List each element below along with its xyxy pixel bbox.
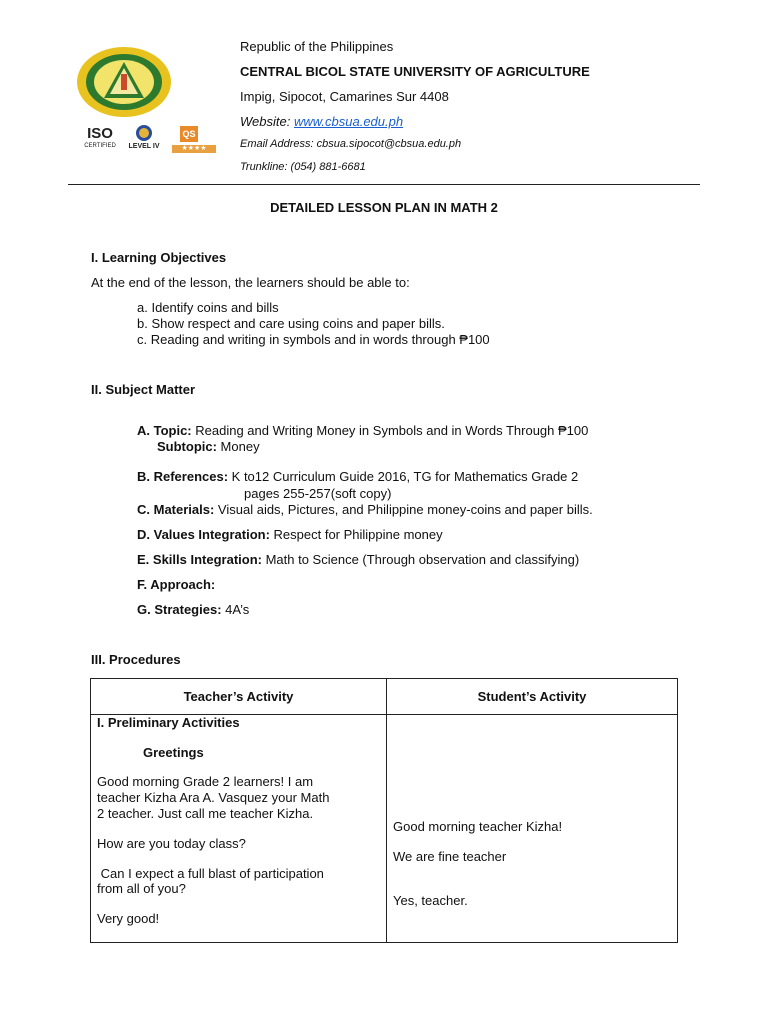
materials-label: C. Materials: [137, 502, 215, 517]
website-link[interactable]: www.cbsua.edu.ph [293, 114, 404, 129]
teacher-line-5: Can I expect a full blast of participation [97, 866, 324, 881]
teacher-line-4: How are you today class? [97, 836, 246, 851]
materials-value: Visual aids, Pictures, and Philippine money-coins and paper bills. [214, 502, 593, 517]
teacher-line-2: teacher Kizha Ara A. Vasquez your Math [97, 790, 330, 805]
teacher-column-header: Teacher’s Activity [91, 679, 387, 715]
objective-item-b: b. Show respect and care using coins and paper bills. [137, 316, 445, 331]
table-header-row [91, 679, 678, 715]
subtopic-line [157, 439, 260, 454]
subtopic-label: Subtopic: [157, 439, 217, 454]
procedures-heading: III. Procedures [91, 652, 181, 667]
website-line [240, 114, 403, 129]
teacher-activity-cell [91, 715, 387, 943]
procedures-table [90, 678, 678, 943]
objective-item-a: a. Identify coins and bills [137, 300, 279, 315]
topic-label: A. Topic: [137, 423, 192, 438]
student-activity-cell [387, 715, 678, 943]
student-column-header: Student’s Activity [387, 679, 678, 715]
objectives-heading: I. Learning Objectives [91, 250, 227, 265]
subject-heading: II. Subject Matter [91, 382, 196, 397]
student-line-1: Good morning teacher Kizha! [393, 819, 563, 834]
skills-value: Math to Science (Through observation and classifying) [261, 552, 580, 567]
skills-line [137, 552, 579, 567]
university-address: Impig, Sipocot, Camarines Sur 4408 [240, 89, 449, 104]
republic-line: Republic of the Philippines [240, 39, 394, 54]
iso-sub-label: CERTIFIED [84, 143, 116, 149]
objective-item-c: c. Reading and writing in symbols and in words through ₱100 [137, 332, 490, 347]
strategies-line [137, 602, 249, 617]
references-label: B. References: [137, 469, 229, 484]
topic-value: Reading and Writing Money in Symbols and in Words Through ₱100 [191, 423, 589, 438]
qs-label: QS [180, 126, 198, 142]
objectives-intro: At the end of the lesson, the learners should be able to: [91, 275, 410, 290]
references-line [137, 469, 578, 484]
university-seal [76, 46, 172, 118]
values-value: Respect for Philippine money [269, 527, 443, 542]
iso-label: ISO [87, 125, 113, 142]
preliminary-activities-heading: I. Preliminary Activities [97, 715, 240, 730]
materials-line [137, 502, 593, 517]
qs-stars-badge [172, 126, 216, 156]
topic-line [137, 423, 588, 438]
level-label: LEVEL IV [128, 143, 160, 150]
iso-certified-badge [82, 126, 118, 156]
student-line-2: We are fine teacher [393, 849, 507, 864]
university-name: CENTRAL BICOL STATE UNIVERSITY OF AGRICULTURE [240, 64, 590, 79]
teacher-line-7: Very good! [97, 911, 160, 926]
header-divider [68, 184, 700, 185]
references-value: K to12 Curriculum Guide 2016, TG for Mathematics Grade 2 [228, 469, 579, 484]
teacher-line-6: from all of you? [97, 881, 186, 896]
table-row [91, 715, 678, 943]
student-line-3: Yes, teacher. [393, 893, 468, 908]
values-line [137, 527, 443, 542]
references-pages: pages 255-257(soft copy) [244, 486, 392, 501]
strategies-label: G. Strategies: [137, 602, 222, 617]
subtopic-value: Money [216, 439, 260, 454]
skills-label: E. Skills Integration: [137, 552, 262, 567]
accreditation-seal-icon [133, 124, 155, 142]
stars-icon: ★★★★ [172, 145, 216, 153]
document-title: DETAILED LESSON PLAN IN MATH 2 [270, 200, 498, 215]
trunkline-line: Trunkline: (054) 881-6681 [240, 161, 366, 173]
greetings-heading: Greetings [143, 745, 204, 760]
teacher-line-1: Good morning Grade 2 learners! I am [97, 774, 314, 789]
accreditation-badge [124, 124, 164, 156]
approach-label: F. Approach: [137, 577, 216, 592]
email-line: Email Address: cbsua.sipocot@cbsua.edu.ph [240, 138, 462, 150]
website-label: Website: [240, 114, 294, 129]
teacher-line-3: 2 teacher. Just call me teacher Kizha. [97, 806, 314, 821]
strategies-value: 4A’s [221, 602, 250, 617]
values-label: D. Values Integration: [137, 527, 270, 542]
